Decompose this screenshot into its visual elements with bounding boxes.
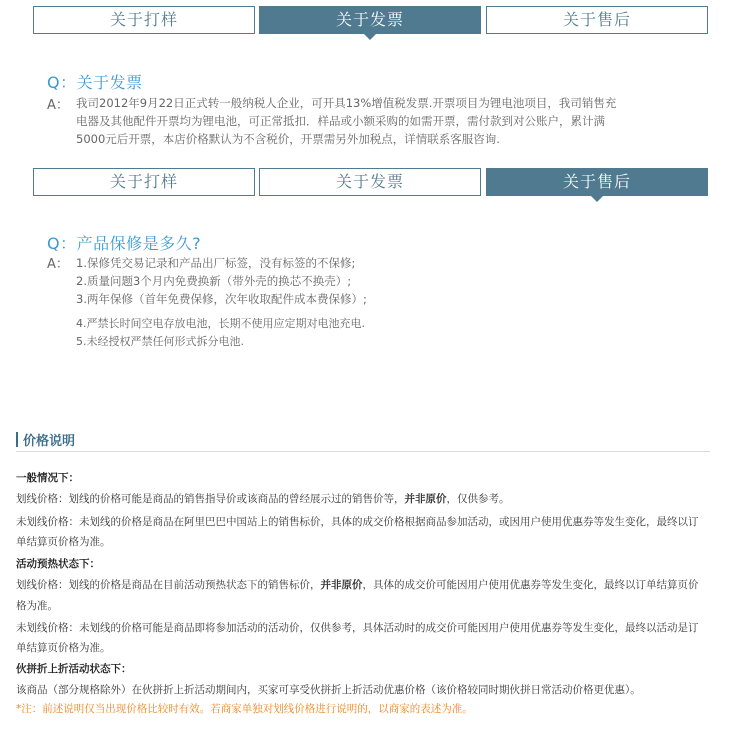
aftersale-answer-line: 1.保修凭交易记录和产品出厂标签，没有标签的不保修; xyxy=(76,256,356,270)
invoice-answer-line: 5000元后开票，本店价格默认为不含税价，开票需另外加税点，详情联系客服咨询. xyxy=(76,132,500,146)
preheat-strikethrough-price-cont: 格为准。 xyxy=(16,600,58,612)
invoice-question: Q：关于发票 xyxy=(47,73,143,92)
tab-after-sales[interactable]: 关于售后 xyxy=(486,6,708,34)
preheat-unmarked-price: 未划线价格：未划线的价格可能是商品即将参加活动的活动价，仅供参考，具体活动时的成交价可能因用户使用优惠券等发生变化，最终以活动是订 xyxy=(16,622,699,634)
tab-after-sales[interactable]: 关于售后 xyxy=(486,168,708,196)
preheat-unmarked-price-cont: 单结算页价格为准。 xyxy=(16,642,111,654)
group-buy-text: 该商品（部分规格除外）在伙拼折上折活动期间内，买家可享受伙拼折上折活动优惠价格（该价格较同时期伙拼日常活动价格更优惠）。 xyxy=(16,684,641,696)
aftersale-question: Q：产品保修是多久? xyxy=(47,234,202,253)
preheat-heading: 活动预热状态下： xyxy=(16,558,100,570)
general-unmarked-price: 未划线价格：未划线的价格是商品在阿里巴巴中国站上的销售标价，具体的成交价格根据商品参加活动，或因用户使用优惠券等发生变化，最终以订 xyxy=(16,516,699,528)
tab-sampling[interactable]: 关于打样 xyxy=(33,6,255,34)
tabs-middle xyxy=(33,168,709,196)
text: ，仅供参考。 xyxy=(446,493,510,505)
price-section-header xyxy=(16,428,710,452)
not-original-price: 并非原价 xyxy=(404,493,447,505)
aftersale-answer xyxy=(76,254,367,308)
general-unmarked-price-cont: 单结算页价格为准。 xyxy=(16,536,111,548)
invoice-answer-line: 电器及其他配件开票均为锂电池，可正常抵扣．样品或小额采购的如需开票，需付款到对公账户，累计满 xyxy=(76,114,605,128)
not-original-price: 并非原价 xyxy=(320,579,363,591)
tab-invoice[interactable]: 关于发票 xyxy=(259,168,481,196)
invoice-answer-line: 我司2012年9月22日正式转一般纳税人企业，可开具13%增值税发票.开票项目为锂电池项目，我司销售充 xyxy=(76,96,617,110)
invoice-answer xyxy=(76,94,616,148)
invoice-answer-mark: A： xyxy=(47,98,69,113)
price-title: 价格说明 xyxy=(23,434,76,449)
preheat-strikethrough-price xyxy=(16,577,699,592)
price-title-bar xyxy=(16,432,18,447)
aftersale-answer-mark: A： xyxy=(47,257,69,272)
aftersale-answer-line: 2.质量问题3个月内免费换新（带外壳的换芯不换壳）; xyxy=(76,274,352,288)
price-note: *注：前述说明仅当出现价格比较时有效。若商家单独对划线价格进行说明的，以商家的表述为准。 xyxy=(16,703,473,715)
tab-sampling[interactable]: 关于打样 xyxy=(33,168,255,196)
general-strikethrough-price xyxy=(16,491,510,506)
general-heading: 一般情况下： xyxy=(16,472,79,484)
aftersale-answer-line: 3.两年保修（首年免费保修，次年收取配件成本费保修）; xyxy=(76,292,367,306)
text: 划线价格：划线的价格是商品在目前活动预热状态下的销售标价， xyxy=(16,579,321,591)
group-buy-heading: 伙拼折上折活动状态下： xyxy=(16,663,132,675)
aftersale-extra xyxy=(76,315,365,351)
text: ，具体的成交价可能因用户使用优惠券等发生变化，最终以订单结算页价 xyxy=(362,579,699,591)
text: 划线价格：划线的价格可能是商品的销售指导价或该商品的曾经展示过的销售价等， xyxy=(16,493,405,505)
aftersale-extra-line: 4.严禁长时间空电存放电池，长期不使用应定期对电池充电. xyxy=(76,317,365,330)
aftersale-extra-line: 5.未经授权严禁任何形式拆分电池. xyxy=(76,335,244,348)
tabs-top xyxy=(33,6,709,34)
tab-invoice[interactable]: 关于发票 xyxy=(259,6,481,34)
